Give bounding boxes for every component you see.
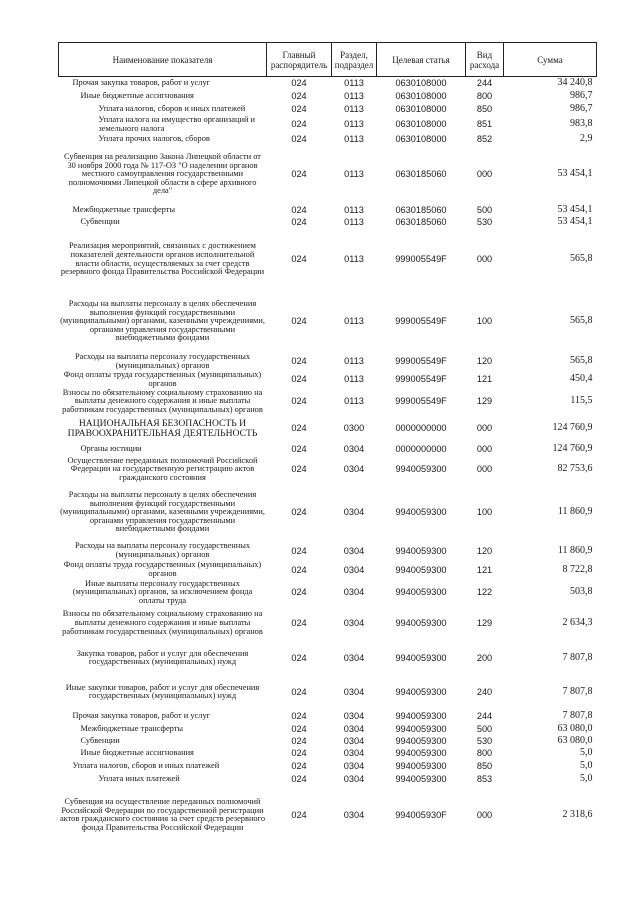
row-sum: 82 753,6 (557, 463, 593, 475)
table-row (59, 371, 597, 389)
row-grbs: 024 (291, 169, 307, 180)
row-csr: 0000000000 (395, 443, 447, 454)
table-row (59, 116, 597, 134)
row-vr: 200 (476, 652, 493, 663)
row-sum: 5,0 (580, 747, 593, 759)
row-vr: 850 (476, 761, 493, 772)
row-csr: 9940059300 (395, 545, 447, 556)
row-rzpr: 0113 (344, 356, 364, 367)
row-rzpr: 0113 (344, 134, 364, 145)
table-row (59, 103, 597, 116)
row-vr: 852 (476, 134, 493, 145)
row-csr: 9940059300 (395, 748, 447, 759)
row-csr: 9940059300 (395, 735, 447, 746)
row-vr: 530 (476, 735, 493, 746)
row-csr: 0000000000 (395, 423, 447, 434)
row-csr: 0630185060 (395, 169, 447, 180)
row-name: Уплата налогов, сборов и иных платежей (72, 761, 220, 771)
row-vr: 120 (476, 356, 493, 367)
row-grbs: 024 (291, 710, 307, 721)
row-sum: 63 080,0 (557, 723, 593, 734)
row-vr: 100 (476, 507, 493, 518)
row-vr: 244 (476, 78, 493, 89)
header-name: Наименование показателя (59, 43, 267, 77)
row-sum: 53 454,1 (557, 203, 593, 215)
row-sum: 7 807,8 (562, 709, 593, 721)
row-rzpr: 0113 (344, 396, 364, 407)
row-grbs: 024 (291, 217, 307, 228)
row-sum: 565,8 (570, 253, 593, 265)
table-row (59, 353, 597, 371)
row-sum: 124 760,9 (552, 442, 593, 454)
row-vr: 000 (476, 423, 493, 434)
table-row (59, 484, 597, 542)
row-sum: 2,9 (580, 133, 593, 145)
row-sum: 11 860,9 (557, 506, 593, 518)
row-sum: 8 722,8 (562, 563, 593, 575)
table-row (59, 605, 597, 641)
row-sum: 5,0 (580, 760, 593, 772)
row-csr: 0630108000 (395, 78, 447, 89)
row-vr: 121 (476, 564, 493, 575)
row-name: НАЦИОНАЛЬНАЯ БЕЗОПАСНОСТЬ И ПРАВООХРАНИТЕЛЬНАЯ ДЕЯТЕЛЬНОСТЬ (67, 417, 258, 439)
row-grbs: 024 (291, 316, 307, 327)
row-vr: 120 (476, 545, 493, 556)
row-rzpr: 0304 (343, 507, 365, 518)
row-name: Взносы по обязательному социальному страхованию на выплаты денежного содержания и иные выплаты работникам государственных (муниципальных) органов (62, 388, 263, 414)
row-name: Фонд оплаты труда государственных (муниципальных) органов (63, 560, 262, 578)
row-rzpr: 0304 (343, 464, 365, 475)
row-grbs: 024 (291, 761, 307, 772)
row-rzpr: 0304 (343, 774, 365, 785)
row-rzpr: 0113 (344, 254, 364, 265)
row-vr: 800 (476, 748, 493, 759)
row-vr: 129 (476, 396, 493, 407)
row-grbs: 024 (291, 723, 307, 734)
row-grbs: 024 (291, 396, 307, 407)
header-grbs: Главный распорядитель (267, 43, 332, 77)
row-name: Субвенция на реализацию Закона Липецкой области от 30 ноября 2000 года № 117-ОЗ "О наделении органов местного самоуправления государственными полномочиями Липецкой области в сфере архивного дела" (64, 152, 261, 196)
budget-table (58, 42, 597, 844)
row-sum: 565,8 (570, 355, 593, 367)
row-grbs: 024 (291, 443, 307, 454)
row-vr: 000 (476, 464, 493, 475)
table-row (59, 217, 597, 229)
row-rzpr: 0113 (344, 78, 364, 89)
row-vr: 129 (476, 617, 493, 628)
table-header (59, 43, 597, 77)
row-name: Реализация мероприятий, связанных с достижением показателей деятельности органов исполнительной власти области, осуществляемых за счет средств резервного фонда Правительства Российской Федерации (60, 241, 265, 277)
table-row (59, 773, 597, 786)
table-row (59, 641, 597, 675)
row-csr: 0630108000 (395, 119, 447, 130)
row-grbs: 024 (291, 119, 307, 130)
table-row (59, 580, 597, 606)
row-rzpr: 0304 (343, 723, 365, 734)
row-rzpr: 0113 (344, 169, 364, 180)
row-csr: 0630108000 (395, 91, 447, 102)
row-rzpr: 0304 (343, 710, 365, 721)
row-grbs: 024 (291, 587, 307, 598)
row-sum: 53 454,1 (557, 216, 593, 228)
row-name: Субвенции (80, 217, 120, 227)
row-csr: 0630108000 (395, 103, 447, 114)
row-csr: 0630185060 (395, 217, 447, 228)
row-name: Субвенции (80, 735, 120, 745)
row-name: Фонд оплаты труда государственных (муниципальных) органов (63, 370, 262, 388)
row-name: Осуществление переданных полномочий Российской Федерации на государственную регистрацию актов гражданского состояния (67, 455, 258, 482)
row-sum: 5,0 (580, 773, 593, 785)
row-rzpr: 0304 (343, 617, 365, 628)
row-sum: 2 634,3 (562, 616, 593, 628)
row-rzpr: 0113 (344, 316, 364, 327)
row-grbs: 024 (291, 564, 307, 575)
row-vr: 122 (476, 587, 493, 598)
row-rzpr: 0113 (344, 119, 364, 130)
row-csr: 994005930F (395, 809, 447, 820)
row-vr: 000 (476, 254, 493, 265)
row-grbs: 024 (291, 686, 307, 697)
row-sum: 2 318,6 (562, 808, 593, 820)
row-sum: 63 080,0 (557, 735, 593, 746)
row-vr: 853 (476, 774, 493, 785)
row-rzpr: 0304 (343, 443, 365, 454)
row-csr: 9940059300 (395, 564, 447, 575)
table-row (59, 134, 597, 146)
row-csr: 999005549F (395, 356, 447, 367)
row-rzpr: 0304 (343, 761, 365, 772)
row-grbs: 024 (291, 748, 307, 759)
row-sum: 986,7 (570, 102, 593, 114)
row-rzpr: 0300 (343, 423, 365, 434)
row-grbs: 024 (291, 204, 307, 215)
row-name: Иные бюджетные ассигнования (80, 748, 194, 758)
table-row (59, 389, 597, 415)
row-grbs: 024 (291, 545, 307, 556)
row-name: Расходы на выплаты персоналу в целях обеспечения выполнения функций государственными (муниципальными) органами, казенными учреждениями, органами управления государственными внебюджетными фондами (60, 490, 265, 534)
row-grbs: 024 (291, 735, 307, 746)
row-name: Уплата налога на имущество организаций и земельного налога (98, 115, 256, 133)
row-grbs: 024 (291, 356, 307, 367)
table-row (59, 91, 597, 103)
row-csr: 9940059300 (395, 723, 447, 734)
row-sum: 503,8 (570, 586, 593, 598)
row-name: Органы юстиции (80, 443, 142, 453)
row-grbs: 024 (291, 507, 307, 518)
row-vr: 850 (476, 103, 493, 114)
table-row (59, 204, 597, 217)
row-grbs: 024 (291, 809, 307, 820)
table-row (59, 760, 597, 773)
row-vr: 851 (476, 119, 493, 130)
row-rzpr: 0304 (343, 652, 365, 663)
row-grbs: 024 (291, 78, 307, 89)
header-vr: Вид расхода (466, 43, 504, 77)
row-csr: 9940059300 (395, 774, 447, 785)
row-vr: 100 (476, 316, 493, 327)
row-rzpr: 0304 (343, 686, 365, 697)
row-vr: 500 (476, 723, 493, 734)
row-name: Прочая закупка товаров, работ и услуг (72, 710, 211, 720)
table-row (59, 709, 597, 723)
row-rzpr: 0304 (343, 809, 365, 820)
header-csr: Целевая статья (377, 43, 466, 77)
table-row (59, 542, 597, 561)
row-grbs: 024 (291, 103, 307, 114)
row-grbs: 024 (291, 774, 307, 785)
row-grbs: 024 (291, 254, 307, 265)
row-vr: 530 (476, 217, 493, 228)
table-row (59, 675, 597, 709)
row-csr: 9940059300 (395, 710, 447, 721)
row-vr: 800 (476, 91, 493, 102)
row-rzpr: 0113 (344, 91, 364, 102)
row-csr: 999005549F (395, 374, 447, 385)
row-name: Закупка товаров, работ и услуг для обеспечения государственных (муниципальных) нужд (76, 648, 249, 667)
row-name: Уплата прочих налогов, сборов (98, 134, 210, 144)
row-grbs: 024 (291, 91, 307, 102)
row-name: Иные бюджетные ассигнования (80, 91, 194, 101)
row-sum: 115,5 (570, 395, 593, 407)
row-csr: 9940059300 (395, 652, 447, 663)
row-grbs: 024 (291, 464, 307, 475)
row-sum: 7 807,8 (562, 685, 593, 697)
table-row (59, 415, 597, 443)
row-name: Уплата иных платежей (98, 774, 180, 784)
row-csr: 9940059300 (395, 507, 447, 518)
table-row (59, 456, 597, 484)
row-rzpr: 0113 (344, 374, 364, 385)
table-row (59, 229, 597, 291)
row-csr: 9940059300 (395, 587, 447, 598)
row-sum: 124 760,9 (552, 422, 593, 434)
row-rzpr: 0304 (343, 735, 365, 746)
row-csr: 9940059300 (395, 617, 447, 628)
row-rzpr: 0304 (343, 545, 365, 556)
header-rzpr: Раздел, подраздел (332, 43, 377, 77)
row-sum: 11 860,9 (557, 544, 593, 556)
row-grbs: 024 (291, 652, 307, 663)
row-name: Прочая закупка товаров, работ и услуг (72, 78, 211, 88)
row-name: Межбюджетные трансферты (80, 723, 184, 733)
row-name: Расходы на выплаты персоналу государственных (муниципальных) органов (74, 352, 251, 370)
row-grbs: 024 (291, 134, 307, 145)
table-row (59, 747, 597, 760)
row-rzpr: 0113 (344, 103, 364, 114)
row-vr: 244 (476, 710, 493, 721)
table-row (59, 146, 597, 204)
table-body (59, 77, 597, 845)
row-sum: 986,7 (570, 90, 593, 102)
row-vr: 000 (476, 169, 493, 180)
row-grbs: 024 (291, 423, 307, 434)
row-rzpr: 0304 (343, 748, 365, 759)
row-csr: 9940059300 (395, 464, 447, 475)
row-csr: 9940059300 (395, 761, 447, 772)
header-sum: Сумма (504, 43, 597, 77)
row-sum: 7 807,8 (562, 651, 593, 663)
row-sum: 983,8 (570, 118, 593, 130)
row-rzpr: 0304 (343, 587, 365, 598)
row-name: Расходы на выплаты персоналу в целях обеспечения выполнения функций государственными (муниципальными) органами, казенными учреждениями, органами управления государственными внебюджетными фондами (60, 299, 265, 343)
row-csr: 999005549F (395, 316, 447, 327)
table-row (59, 77, 597, 91)
row-sum: 565,8 (570, 315, 593, 327)
row-name: Субвенция на осуществление переданных полномочий Российской Федерации по государственной регистрации актов гражданского состояния за счет средств резервного фонда Правительства Российской Федерации (59, 797, 266, 832)
row-name: Взносы по обязательному социальному страхованию на выплаты денежного содержания и иные выплаты работникам государственных (муниципальных) органов (62, 609, 263, 636)
row-rzpr: 0113 (344, 217, 364, 228)
row-csr: 999005549F (395, 396, 447, 407)
row-rzpr: 0304 (343, 564, 365, 575)
row-csr: 9940059300 (395, 686, 447, 697)
table-row (59, 291, 597, 353)
row-rzpr: 0113 (344, 204, 364, 215)
row-name: Расходы на выплаты персоналу государственных (муниципальных) органов (74, 541, 251, 559)
row-sum: 450,4 (570, 373, 593, 385)
table-row (59, 735, 597, 747)
row-sum: 34 240,8 (557, 77, 593, 89)
table-row (59, 443, 597, 456)
row-vr: 240 (476, 686, 493, 697)
row-grbs: 024 (291, 617, 307, 628)
row-name: Иные выплаты персоналу государственных (муниципальных) органов, за исключением фонда оплаты труда (72, 579, 253, 605)
row-grbs: 024 (291, 374, 307, 385)
row-name: Уплата налогов, сборов и иных платежей (98, 103, 246, 113)
table-row (59, 561, 597, 580)
row-csr: 0630108000 (395, 134, 447, 145)
row-vr: 121 (476, 374, 493, 385)
row-sum: 53 454,1 (557, 168, 593, 180)
row-name: Межбюджетные трансферты (72, 204, 176, 214)
table-row (59, 786, 597, 844)
row-csr: 0630185060 (395, 204, 447, 215)
row-vr: 000 (476, 443, 493, 454)
row-vr: 500 (476, 204, 493, 215)
row-vr: 000 (476, 809, 493, 820)
row-csr: 999005549F (395, 254, 447, 265)
row-name: Иные закупки товаров, работ и услуг для обеспечения государственных (муниципальных) нужд (65, 682, 260, 701)
table-row (59, 723, 597, 735)
